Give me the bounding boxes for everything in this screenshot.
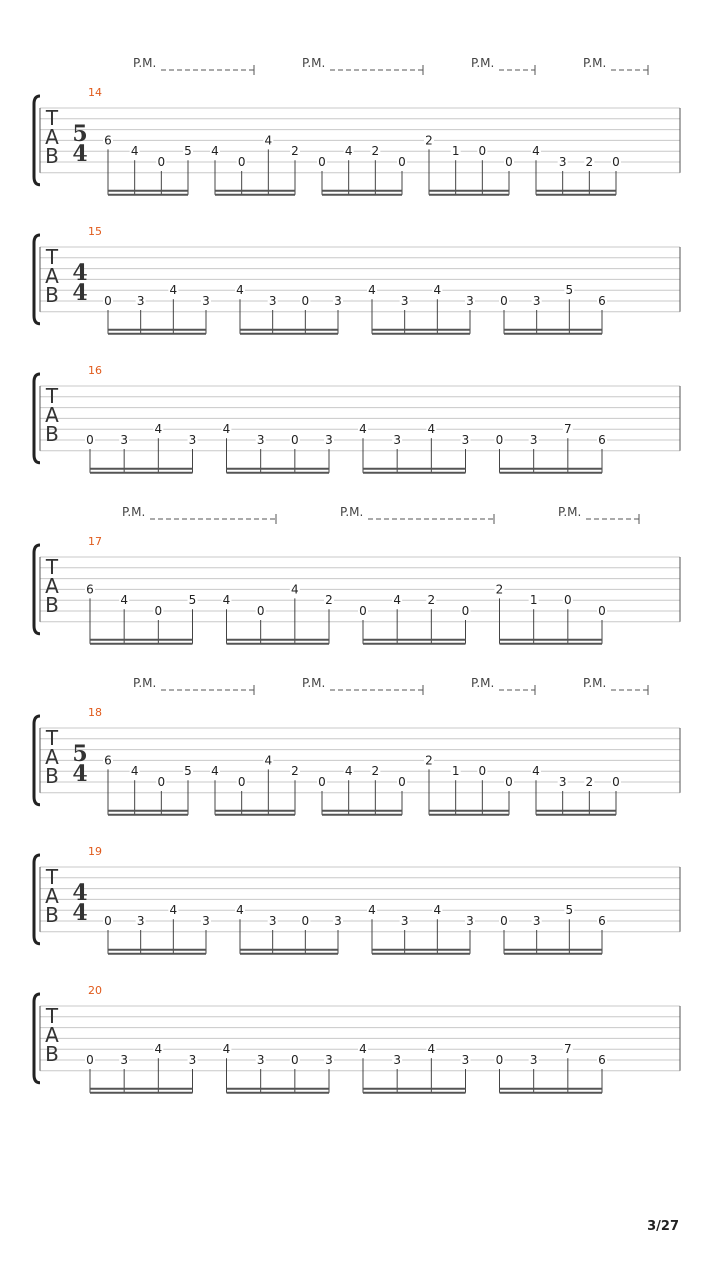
fret-number: 4 [211, 144, 219, 159]
fret-number: 2 [325, 593, 333, 608]
fret-number: 0 [505, 155, 513, 169]
fret-number: 3 [188, 433, 197, 447]
fret-number: 3 [529, 433, 538, 447]
fret-number: 4 [130, 764, 139, 779]
fret-number: 4 [433, 283, 442, 298]
fret-number: 3 [268, 294, 277, 308]
fret-number: 4 [433, 903, 442, 918]
fret-number: 2 [291, 144, 299, 159]
tab-system [34, 845, 680, 954]
fret-number: 3 [136, 294, 145, 308]
fret-number: 0 [104, 914, 112, 928]
fret-number: 2 [585, 155, 594, 169]
fret-number: 3 [558, 775, 567, 789]
fret-number: 4 [154, 1042, 163, 1057]
fret-number: 4 [344, 764, 353, 779]
fret-number: 4 [154, 422, 163, 437]
palm-mute-label: P.M. [302, 56, 326, 70]
measure-number: 17 [88, 535, 102, 548]
fret-number: 0 [500, 914, 508, 928]
fret-number: 3 [466, 294, 474, 308]
palm-mute-label: P.M. [340, 505, 364, 519]
fret-number: 4 [393, 593, 401, 608]
fret-number: 4 [169, 903, 178, 918]
tab-clef-letter: B [45, 144, 59, 168]
fret-number: 4 [222, 593, 231, 608]
fret-number: 3 [532, 294, 541, 308]
tab-system [34, 364, 680, 473]
tab-system [34, 505, 680, 644]
fret-number: 5 [565, 283, 574, 298]
fret-number: 6 [598, 914, 606, 928]
fret-number: 3 [325, 1053, 333, 1067]
fret-number: 0 [398, 155, 406, 169]
system-bracket [34, 855, 40, 944]
fret-number: 0 [301, 914, 310, 928]
fret-number: 3 [461, 433, 470, 447]
fret-number: 6 [104, 753, 112, 768]
fret-number: 4 [427, 1042, 436, 1057]
measure-number: 15 [88, 225, 102, 238]
time-signature-digit: 5 [72, 741, 88, 767]
fret-number: 3 [188, 1053, 197, 1067]
tab-clef-letter: A [45, 403, 59, 427]
fret-number: 0 [291, 433, 299, 447]
fret-number: 7 [564, 1042, 572, 1057]
time-signature-digit: 4 [72, 761, 88, 787]
fret-number: 0 [564, 593, 572, 608]
fret-number: 4 [130, 144, 139, 159]
tab-clef-letter: B [45, 1042, 59, 1066]
fret-number: 1 [451, 764, 460, 779]
fret-number: 5 [188, 593, 197, 608]
fret-number: 4 [264, 753, 273, 768]
fret-number: 3 [461, 1053, 470, 1067]
fret-number: 2 [371, 144, 380, 159]
palm-mute-label: P.M. [133, 676, 157, 690]
fret-number: 1 [451, 144, 460, 159]
system-bracket [34, 994, 40, 1083]
tab-clef-letter: T [45, 1004, 59, 1028]
page-number: 3/27 [647, 1219, 679, 1234]
time-signature-digit: 5 [72, 121, 88, 147]
time-signature-digit: 4 [72, 900, 88, 926]
fret-number: 6 [598, 1053, 606, 1067]
fret-number: 0 [318, 775, 326, 789]
fret-number: 5 [184, 144, 192, 159]
fret-number: 0 [612, 775, 620, 789]
fret-number: 3 [393, 433, 401, 447]
tab-system [34, 225, 680, 334]
fret-number: 3 [120, 1053, 128, 1067]
tab-clef-letter: B [45, 283, 59, 307]
fret-number: 3 [529, 1053, 538, 1067]
fret-number: 4 [236, 903, 244, 918]
fret-number: 3 [334, 914, 342, 928]
palm-mute-label: P.M. [558, 505, 582, 519]
tab-clef-letter: B [45, 764, 59, 788]
fret-number: 2 [495, 582, 504, 597]
fret-number: 6 [598, 433, 606, 447]
fret-number: 0 [478, 764, 487, 779]
fret-number: 4 [532, 764, 540, 779]
tab-clef-letter: A [45, 1023, 59, 1047]
time-signature-digit: 4 [72, 280, 88, 306]
fret-number: 3 [334, 294, 342, 308]
fret-number: 5 [184, 764, 192, 779]
fret-number: 2 [427, 593, 436, 608]
fret-number: 5 [565, 903, 574, 918]
fret-number: 0 [495, 1053, 504, 1067]
fret-number: 4 [211, 764, 219, 779]
fret-number: 7 [564, 422, 572, 437]
fret-number: 0 [154, 604, 163, 618]
fret-number: 4 [236, 283, 244, 298]
fret-number: 0 [237, 155, 246, 169]
palm-mute-label: P.M. [302, 676, 326, 690]
fret-number: 2 [425, 753, 433, 768]
fret-number: 2 [371, 764, 380, 779]
fret-number: 4 [368, 283, 376, 298]
fret-number: 3 [325, 433, 333, 447]
fret-number: 6 [104, 133, 112, 148]
fret-number: 4 [368, 903, 376, 918]
fret-number: 4 [222, 1042, 231, 1057]
fret-number: 2 [425, 133, 433, 148]
tab-system [34, 676, 680, 815]
measure-number: 14 [88, 86, 102, 99]
fret-number: 3 [136, 914, 145, 928]
tab-clef-letter: T [45, 726, 59, 750]
tab-clef-letter: T [45, 106, 59, 130]
fret-number: 4 [344, 144, 353, 159]
fret-number: 3 [256, 433, 265, 447]
measure-number: 19 [88, 845, 102, 858]
fret-number: 0 [301, 294, 310, 308]
tab-system [34, 56, 680, 195]
fret-number: 2 [291, 764, 299, 779]
fret-number: 3 [558, 155, 567, 169]
tab-clef-letter: B [45, 422, 59, 446]
system-bracket [34, 545, 40, 634]
fret-number: 0 [237, 775, 246, 789]
tab-clef-letter: T [45, 384, 59, 408]
system-bracket [34, 235, 40, 324]
system-bracket [34, 96, 40, 185]
measure-number: 20 [88, 984, 102, 997]
palm-mute-label: P.M. [133, 56, 157, 70]
fret-number: 4 [427, 422, 436, 437]
fret-number: 3 [120, 433, 128, 447]
fret-number: 4 [359, 1042, 367, 1057]
fret-number: 0 [478, 144, 487, 159]
fret-number: 3 [256, 1053, 265, 1067]
palm-mute-label: P.M. [471, 676, 495, 690]
palm-mute-label: P.M. [583, 56, 607, 70]
fret-number: 0 [461, 604, 470, 618]
fret-number: 0 [598, 604, 606, 618]
fret-number: 0 [500, 294, 508, 308]
fret-number: 4 [291, 582, 299, 597]
fret-number: 3 [400, 914, 409, 928]
tab-clef-letter: B [45, 903, 59, 927]
tab-clef-letter: T [45, 865, 59, 889]
fret-number: 0 [318, 155, 326, 169]
tab-system [34, 984, 680, 1093]
fret-number: 3 [202, 914, 210, 928]
tab-clef-letter: A [45, 884, 59, 908]
fret-number: 0 [104, 294, 112, 308]
time-signature-digit: 4 [72, 141, 88, 167]
fret-number: 4 [532, 144, 540, 159]
tab-clef-letter: A [45, 125, 59, 149]
palm-mute-label: P.M. [583, 676, 607, 690]
fret-number: 0 [495, 433, 504, 447]
tab-clef-letter: A [45, 574, 59, 598]
fret-number: 3 [532, 914, 541, 928]
fret-number: 1 [529, 593, 538, 608]
fret-number: 0 [505, 775, 513, 789]
palm-mute-label: P.M. [471, 56, 495, 70]
fret-number: 0 [612, 155, 620, 169]
tab-clef-letter: B [45, 593, 59, 617]
fret-number: 4 [359, 422, 367, 437]
system-bracket [34, 716, 40, 805]
fret-number: 3 [400, 294, 409, 308]
fret-number: 3 [466, 914, 474, 928]
time-signature-digit: 4 [72, 880, 88, 906]
fret-number: 0 [256, 604, 265, 618]
tab-clef-letter: A [45, 745, 59, 769]
fret-number: 3 [202, 294, 210, 308]
tab-clef-letter: T [45, 555, 59, 579]
tab-clef-letter: A [45, 264, 59, 288]
palm-mute-label: P.M. [122, 505, 146, 519]
system-bracket [34, 374, 40, 463]
fret-number: 0 [157, 155, 166, 169]
measure-number: 16 [88, 364, 102, 377]
fret-number: 4 [120, 593, 128, 608]
fret-number: 0 [157, 775, 166, 789]
tab-clef-letter: T [45, 245, 59, 269]
fret-number: 0 [398, 775, 406, 789]
fret-number: 4 [264, 133, 273, 148]
fret-number: 0 [86, 433, 94, 447]
fret-number: 0 [359, 604, 367, 618]
time-signature-digit: 4 [72, 260, 88, 286]
fret-number: 3 [393, 1053, 401, 1067]
fret-number: 6 [598, 294, 606, 308]
fret-number: 0 [291, 1053, 299, 1067]
fret-number: 4 [169, 283, 178, 298]
measure-number: 18 [88, 706, 102, 719]
fret-number: 6 [86, 582, 94, 597]
fret-number: 4 [222, 422, 231, 437]
fret-number: 0 [86, 1053, 94, 1067]
fret-number: 2 [585, 775, 594, 789]
fret-number: 3 [268, 914, 277, 928]
